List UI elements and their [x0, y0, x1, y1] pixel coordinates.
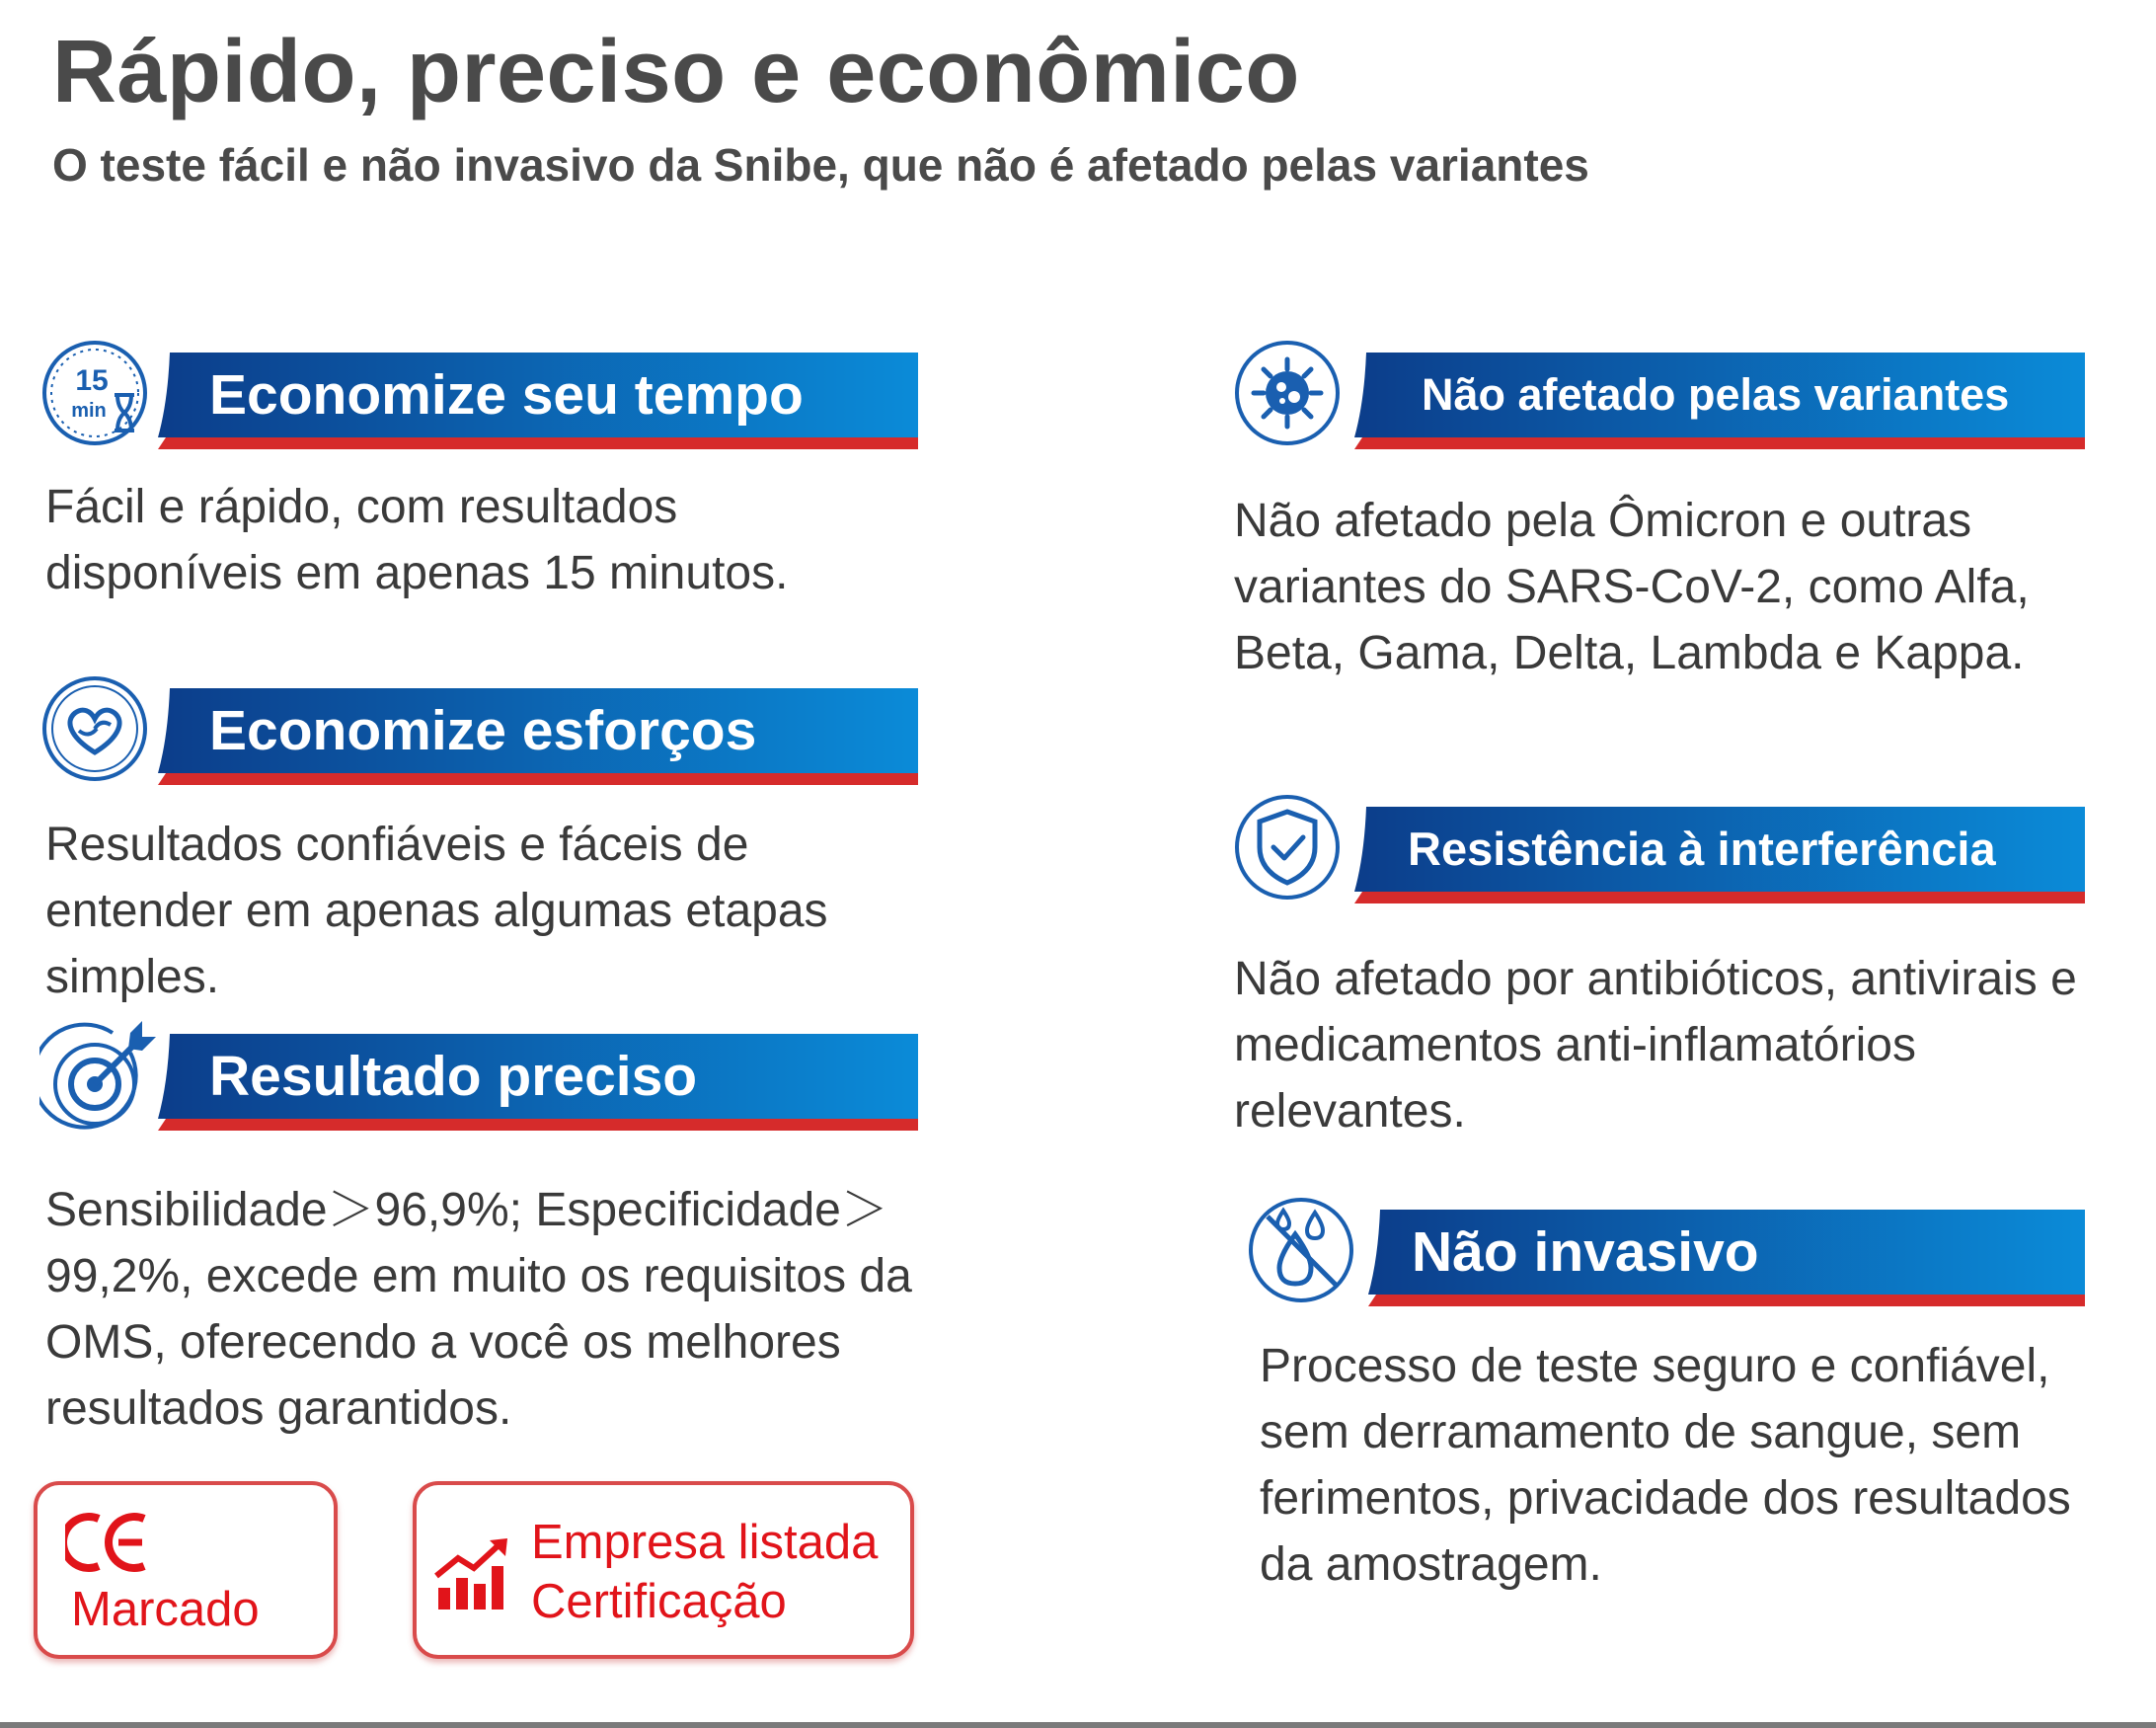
feature-banner: [1354, 353, 2085, 449]
timer-number: 15: [75, 364, 109, 397]
feature-interference: [1232, 792, 2120, 1167]
bottom-border: [0, 1722, 2156, 1728]
virus-icon: [1232, 338, 1343, 448]
feature-description: Processo de teste seguro e confiável, sem derramamento de sangue, sem ferimentos, privacidade dos resultados da amostragem.: [1260, 1340, 2071, 1591]
growth-chart-icon: [434, 1536, 509, 1616]
feature-save-effort: [39, 673, 928, 1009]
cert-label: Empresa listada: [531, 1516, 879, 1569]
feature-banner: [158, 353, 918, 449]
feature-accurate-result: [39, 1019, 987, 1434]
feature-banner: [158, 1034, 918, 1131]
target-icon: [39, 1019, 158, 1138]
feature-heading: Economize esforços: [209, 699, 757, 762]
feature-heading: Economize seu tempo: [209, 363, 804, 427]
ce-mark-icon: [65, 1511, 148, 1579]
feature-heading: Não afetado pelas variantes: [1422, 369, 2010, 420]
listed-company-badge: [413, 1481, 914, 1659]
page-subtitle: O teste fácil e não invasivo da Snibe, que não é afetado pelas variantes: [52, 139, 1589, 191]
feature-save-time: [39, 338, 928, 614]
feature-heading: Não invasivo: [1412, 1220, 1759, 1284]
feature-heading: Resistência à interferência: [1408, 823, 1996, 875]
no-blood-icon: [1246, 1195, 1356, 1305]
feature-non-invasive: [1246, 1195, 2134, 1610]
feature-description: Não afetado por antibióticos, antivirais e medicamentos anti-inflamatórios relevantes.: [1234, 953, 2077, 1138]
cert-label: Marcado: [71, 1583, 260, 1636]
feature-heading: Resultado preciso: [209, 1045, 698, 1108]
feature-description: Sensibilidade＞96,9%; Especificidade＞99,2%, excede em muito os requisitos da OMS, oferecendo a você os melhores resultados garantidos.: [45, 1184, 912, 1435]
heart-hands-icon: [39, 673, 150, 784]
page-title: Rápido, preciso e econômico: [52, 23, 1300, 121]
shield-check-icon: [1232, 792, 1343, 903]
feature-banner: [1354, 807, 2085, 903]
feature-description: Resultados confiáveis e fáceis de entender em apenas algumas etapas simples.: [45, 819, 828, 1003]
feature-banner: [1368, 1210, 2085, 1306]
feature-banner: [158, 688, 918, 785]
feature-description: Fácil e rápido, com resultados disponíveis em apenas 15 minutos.: [45, 481, 789, 599]
feature-variants: [1232, 338, 2120, 679]
ce-marked-badge: [34, 1481, 338, 1659]
cert-label-secondary: Certificação: [531, 1575, 787, 1628]
timer-unit: min: [71, 400, 107, 422]
feature-description: Não afetado pela Ômicron e outras variantes do SARS-CoV-2, como Alfa, Beta, Gama, Delta, Lambda e Kappa.: [1234, 495, 2030, 679]
timer-15min-icon: [39, 338, 150, 448]
